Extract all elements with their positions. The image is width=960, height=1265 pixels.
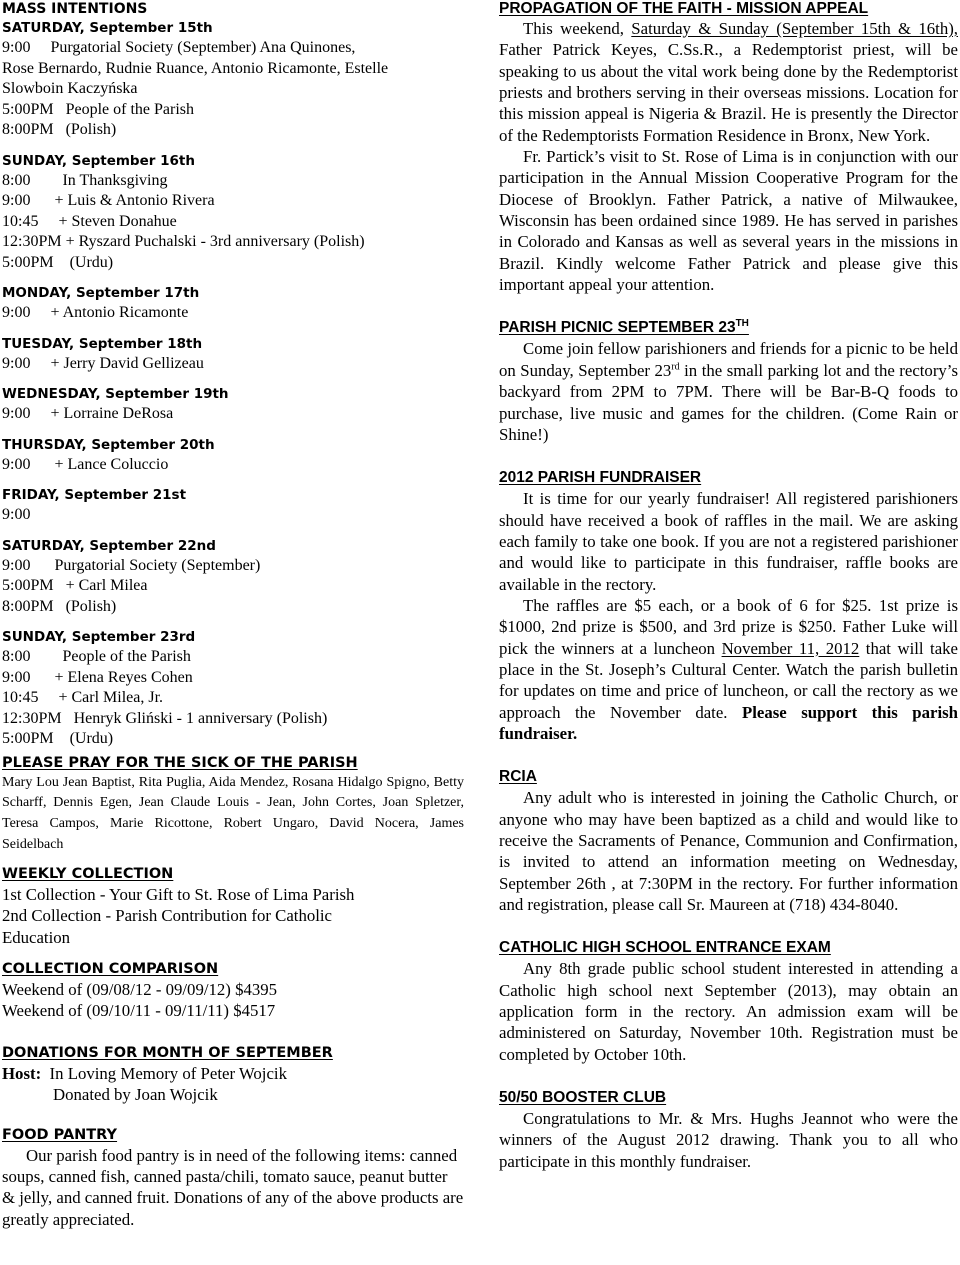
mass-intentions-title: MASS INTENTIONS — [2, 1, 148, 17]
fundraiser-p2-rest: that will take place in the St. Joseph’s Cultural Center. Watch the parish bulletin for updates on time and price of luncheon, or call the rectory as we approach the November date. — [499, 638, 958, 722]
weekly-collection-heading: WEEKLY COLLECTION — [2, 865, 174, 882]
mass-intention-line: 9:00 + Jerry David Gellizeau — [2, 354, 204, 372]
comparison-line-1: Weekend of (09/08/12 - 09/09/12) $4395 — [2, 979, 278, 999]
luncheon-date: November 11, 2012 — [721, 638, 860, 658]
mass-intention-line: 9:00 — [2, 506, 31, 523]
mass-day-heading: THURSDAY, September 20th — [2, 436, 215, 453]
rcia-heading: RCIA — [499, 768, 537, 786]
propagation-dates: Saturday & Sunday (September 15th & 16th), — [631, 19, 959, 38]
mass-day-heading: SUNDAY, September 16th — [2, 152, 195, 169]
mass-intention-line: 8:00PM (Polish) — [2, 597, 117, 615]
mass-day-heading: WEDNESDAY, September 19th — [2, 386, 229, 402]
host-line — [2, 1063, 464, 1084]
mass-intention-line: 8:00PM (Polish) — [2, 121, 117, 138]
picnic-text — [499, 338, 958, 445]
mass-intention-line: 9:00 + Elena Reyes Cohen — [2, 668, 193, 686]
host-text: In Loving Memory of Peter Wojcik — [49, 1063, 287, 1083]
donor-line: Donated by Joan Wojcik — [53, 1085, 218, 1105]
mass-intention-line: 8:00 People of the Parish — [2, 648, 191, 665]
mass-intention-line: 12:30PM Henryk Gliński - 1 anniversary (Polish) — [2, 709, 328, 727]
booster-club-heading: 50/50 BOOSTER CLUB — [499, 1089, 667, 1107]
mass-intention-line: 9:00 Purgatorial Society (September) — [2, 556, 261, 574]
picnic-text-rest: in the small parking lot and the rectory’s backyard from 2PM to 7PM. There will be Bar-B-Q foods to purchase, live music and games for the children. (Come Rain or Shine!) — [499, 360, 958, 444]
mass-intention-line: 5:00PM (Urdu) — [2, 730, 114, 747]
mass-intention-line: 9:00 + Antonio Ricamonte — [2, 304, 189, 321]
mass-day-heading: SATURDAY, September 15th — [2, 20, 213, 36]
mass-intention-line: Slowboin Kaczyńska — [2, 80, 138, 97]
mass-day-heading: SUNDAY, September 23rd — [2, 629, 196, 645]
booster-club-text: Congratulations to Mr. & Mrs. Hughs Jeannot who were the winners of the August 2012 drawing. Thank you to all who participate in this monthly fundraiser. — [499, 1109, 958, 1171]
mass-day-heading: FRIDAY, September 21st — [2, 487, 187, 503]
left-column — [2, 0, 464, 1230]
food-pantry-text: Our parish food pantry is in need of the following items: canned soups, canned fish, canned pasta/chili, tomato sauce, peanut butter & jelly, and canned fruit. Donations of any of the above products are greatly appreciated. — [2, 1145, 464, 1229]
mass-intention-line: 5:00PM People of the Parish — [2, 100, 194, 118]
fundraiser-paragraph-1: It is time for our yearly fundraiser! All registered parishioners should have received a book of raffles in the mail. We are asking each family to take one book. If you are not a registered parishioner and would like to participate in this fundraiser, raffle books are available in the rectory. — [499, 489, 958, 594]
propagation-heading: PROPAGATION OF THE FAITH - MISSION APPEAL — [499, 0, 869, 17]
fundraiser-p2-start: The raffles are $5 each, or a book of 6 for $25. 1st prize is $1000, 2nd prize is $500, and 3rd prize is $250. Father Luke will pick the winners at a luncheon — [499, 595, 958, 658]
mass-intention-line: 8:00 In Thanksgiving — [2, 171, 168, 189]
mass-intention-line: 10:45 + Carl Milea, Jr. — [2, 689, 164, 706]
mass-intention-line: Rose Bernardo, Rudnie Ruance, Antonio Ricamonte, Estelle — [2, 59, 389, 77]
mass-day-heading: MONDAY, September 17th — [2, 285, 200, 301]
collection-comparison-heading: COLLECTION COMPARISON — [2, 960, 219, 977]
picnic-text-sup: rd — [671, 361, 680, 373]
mass-intentions-list — [2, 18, 464, 750]
propagation-paragraph-2: Fr. Partick’s visit to St. Rose of Lima is in conjunction with our participation in the Annual Mission Cooperative Program for the Diocese of Brooklyn. Father Patrick, a native of Milwaukee, Wisconsin has been ordained since 1989. He has served in parishes in Colorado and Kansas as well as several years in the missions in Brazil. Kindly welcome Father Patrick and please give this important appeal your attention. — [499, 147, 958, 295]
mass-intention-line: 5:00PM (Urdu) — [2, 253, 114, 271]
fundraiser-appeal: Please support this parish fundraiser. — [499, 702, 958, 743]
rcia-text: Any adult who is interested in joining the Catholic Church, or anyone who may have been baptized as a child and would like to receive the Sacraments of Penance, Communion and Confirmation, is invited to attend an information meeting on Wednesday, September 26th , at 7:30PM in the rectory. For further information and registration, please call Sr. Maureen at (718) 434-8040. — [499, 788, 958, 915]
propagation-p1-rest: Father Patrick Keyes, C.Ss.R., a Redemptorist priest, will be speaking to us about the vital work being done by the Redemptorist priests and brothers serving in their overseas missions. Location for this mission appeal is Nigeria & Brazil. He is presently the Director of the Redemptorists Formation Residence in Bronx, New York. — [499, 40, 958, 145]
sick-heading: PLEASE PRAY FOR THE SICK OF THE PARISH — [2, 754, 358, 771]
mass-intention-line: 9:00 + Lorraine DeRosa — [2, 405, 174, 422]
picnic-heading — [499, 317, 958, 338]
mass-intention-line: 5:00PM + Carl Milea — [2, 577, 148, 594]
mass-intention-line: 9:00 + Lance Coluccio — [2, 455, 169, 473]
sick-list: Mary Lou Jean Baptist, Rita Puglia, Aida Mendez, Rosana Hidalgo Spigno, Betty Scharff, Dennis Egen, Jean Claude Louis - Jean, John Cortes, Joan Spletzer, Teresa Campos, Marie Ricottone, Robert Ungaro, David Nocera, James Seidelbach — [2, 774, 464, 852]
mass-intention-line: 9:00 Purgatorial Society (September) Ana Quinones, — [2, 39, 356, 56]
collection-line-2: 2nd Collection - Parish Contribution for Catholic Education — [2, 906, 332, 947]
fundraiser-heading: 2012 PARISH FUNDRAISER — [499, 469, 702, 487]
propagation-paragraph-1 — [499, 18, 958, 146]
mass-intention-line: 10:45 + Steven Donahue — [2, 212, 177, 230]
comparison-line-2: Weekend of (09/10/11 - 09/11/11) $4517 — [2, 1001, 276, 1021]
donations-heading: DONATIONS FOR MONTH OF SEPTEMBER — [2, 1044, 333, 1061]
mass-day-heading: SATURDAY, September 22nd — [2, 537, 216, 554]
mass-day-heading: TUESDAY, September 18th — [2, 335, 203, 352]
picnic-text-start: Come join fellow parishioners and friends for a picnic to be held on Sunday, September 23 — [499, 339, 958, 380]
fundraiser-paragraph-2 — [499, 595, 958, 744]
mass-intention-line: 12:30PM + Ryszard Puchalski - 3rd anniversary (Polish) — [2, 233, 365, 250]
entrance-exam-heading: CATHOLIC HIGH SCHOOL ENTRANCE EXAM — [499, 939, 831, 957]
picnic-heading-sup: TH — [735, 318, 749, 330]
food-pantry-heading: FOOD PANTRY — [2, 1126, 118, 1143]
mass-intention-line: 9:00 + Luis & Antonio Rivera — [2, 192, 215, 209]
entrance-exam-text: Any 8th grade public school student interested in attending a Catholic high school next September (2013), may obtain an application form in the rectory. An admission exam will be administered on Saturday, November 10th. Registration must be completed by October 10th. — [499, 959, 958, 1064]
picnic-heading-text: PARISH PICNIC SEPTEMBER 23 — [499, 319, 736, 337]
right-column — [499, 0, 958, 1172]
propagation-p1-start: This weekend, — [523, 19, 632, 38]
host-label: Host: — [2, 1063, 42, 1083]
collection-line-1: 1st Collection - Your Gift to St. Rose of Lima Parish — [2, 884, 355, 904]
